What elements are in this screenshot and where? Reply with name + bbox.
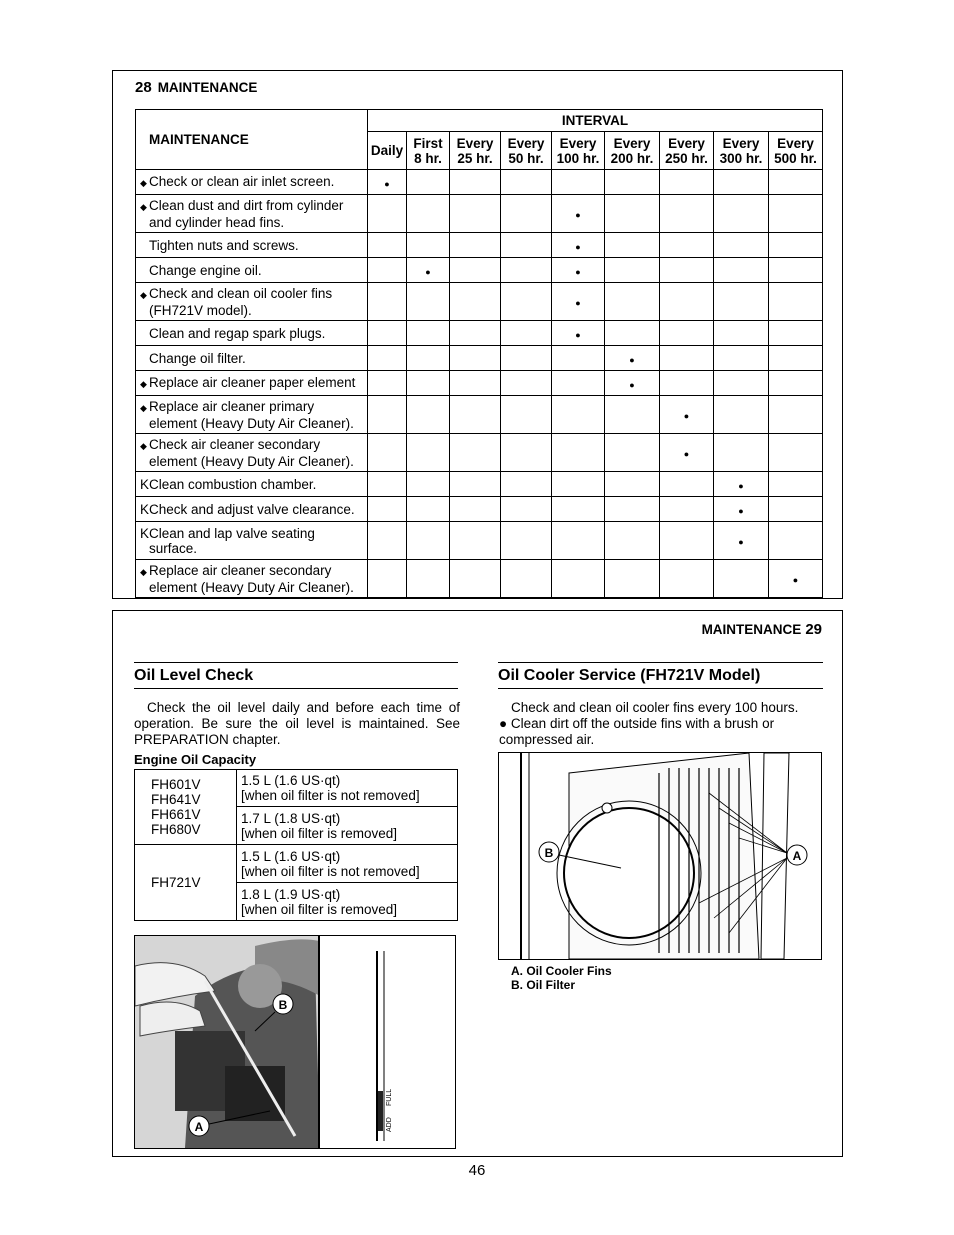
interval-dot-icon: ●	[575, 329, 581, 340]
table-row	[136, 522, 823, 560]
interval-cell	[714, 472, 769, 497]
task-text: Clean combustion chamber.	[149, 476, 317, 492]
maintenance-task	[136, 396, 368, 434]
interval-cell	[407, 233, 450, 258]
model-group-2: FH721V	[135, 845, 237, 921]
interval-cell	[450, 560, 501, 598]
interval-column-header	[552, 132, 605, 170]
oil-cooler-bullet-item	[499, 716, 825, 748]
interval-cell	[407, 434, 450, 472]
interval-cell	[714, 371, 769, 396]
interval-cell	[407, 170, 450, 195]
interval-cell	[605, 195, 660, 233]
interval-cell	[450, 434, 501, 472]
interval-dot-icon: ●	[683, 411, 690, 421]
task-text: element (Heavy Duty Air Cleaner).	[149, 579, 354, 595]
maintenance-task	[136, 497, 368, 522]
interval-column-header	[407, 132, 450, 170]
capacity-cell	[237, 883, 458, 921]
task-text: Check air cleaner secondary	[149, 436, 321, 452]
interval-cell	[769, 258, 823, 283]
oil-level-text: Check the oil level daily and before each time of operation. Be sure the oil level is maintained. See PREPARATION chapter.	[134, 700, 460, 747]
k-mark-icon: K	[140, 476, 150, 492]
capacity-cell	[237, 770, 458, 807]
interval-cell	[660, 434, 714, 472]
interval-cell	[368, 522, 407, 560]
interval-cell	[660, 233, 714, 258]
bullet-icon: ●	[499, 716, 508, 731]
page-number-29: 29	[805, 621, 822, 638]
interval-cell	[407, 396, 450, 434]
interval-cell	[407, 371, 450, 396]
capacity-amount: 1.5 L (1.6 US·qt)	[241, 848, 341, 864]
interval-cell	[450, 321, 501, 346]
interval-cell	[407, 195, 450, 233]
interval-cell	[714, 560, 769, 598]
interval-cell	[552, 346, 605, 371]
capacity-cell	[237, 845, 458, 883]
interval-cell	[368, 321, 407, 346]
interval-dot-icon: ●	[575, 298, 581, 308]
interval-cell	[552, 321, 605, 346]
interval-cell	[501, 560, 552, 598]
maintenance-page-28	[112, 70, 843, 599]
interval-cell	[552, 233, 605, 258]
interval-cell	[501, 321, 552, 346]
maintenance-task	[136, 283, 368, 321]
table-row	[136, 170, 823, 195]
task-text: Replace air cleaner secondary	[149, 562, 332, 578]
oil-cooler-illustration	[499, 753, 821, 959]
interval-dot-icon: ●	[738, 480, 744, 491]
diamond-mark-icon: ◆	[140, 378, 147, 389]
interval-cell	[605, 472, 660, 497]
maintenance-task	[136, 560, 368, 598]
table-row	[136, 195, 823, 233]
interval-cell	[769, 472, 823, 497]
interval-cell	[501, 283, 552, 321]
interval-dot-icon: ●	[575, 266, 581, 277]
task-text: Clean dust and dirt from cylinder	[149, 197, 344, 213]
interval-cell	[769, 396, 823, 434]
maintenance-page-29	[112, 610, 843, 1157]
maintenance-task	[136, 346, 368, 371]
page-title-28: MAINTENANCE	[157, 80, 258, 95]
callout-a: A	[194, 1120, 204, 1134]
interval-cell	[714, 170, 769, 195]
interval-cell	[501, 434, 552, 472]
interval-cell	[660, 170, 714, 195]
interval-cell	[450, 233, 501, 258]
interval-cell	[660, 472, 714, 497]
table-row	[136, 396, 823, 434]
interval-cell	[660, 522, 714, 560]
table-row	[136, 497, 823, 522]
task-column-header: MAINTENANCE	[136, 110, 368, 170]
capacity-note: [when oil filter is removed]	[241, 825, 398, 841]
interval-label: 25 hr.	[457, 150, 493, 166]
interval-label: Every	[777, 135, 814, 151]
model-name: FH661V	[151, 807, 201, 822]
maintenance-task	[136, 195, 368, 233]
gauge-full-label: FULL	[386, 1088, 393, 1106]
interval-cell	[769, 346, 823, 371]
interval-cell	[450, 472, 501, 497]
interval-cell	[407, 560, 450, 598]
interval-cell	[501, 346, 552, 371]
interval-cell	[552, 371, 605, 396]
task-text: Check or clean air inlet screen.	[149, 173, 335, 189]
task-text: Check and clean oil cooler fins	[149, 285, 333, 301]
interval-cell	[660, 396, 714, 434]
task-text: Replace air cleaner primary	[149, 398, 315, 414]
interval-cell	[714, 195, 769, 233]
interval-cell	[660, 497, 714, 522]
diamond-mark-icon: ◆	[140, 289, 147, 300]
interval-label: Every	[722, 135, 760, 151]
model-name: FH641V	[151, 792, 201, 807]
callout-b: B	[544, 846, 554, 860]
interval-column-header	[450, 132, 501, 170]
task-text: and cylinder head fins.	[149, 214, 285, 230]
interval-cell	[552, 283, 605, 321]
task-text: Replace air cleaner paper element	[149, 374, 356, 390]
interval-cell	[605, 233, 660, 258]
gauge-add-label: ADD	[386, 1117, 393, 1132]
interval-cell	[605, 346, 660, 371]
interval-cell	[552, 522, 605, 560]
interval-cell	[368, 371, 407, 396]
table-row	[136, 472, 823, 497]
interval-cell	[769, 434, 823, 472]
interval-column-header	[501, 132, 552, 170]
interval-cell	[552, 258, 605, 283]
maintenance-task	[136, 371, 368, 396]
page-number: 46	[468, 1162, 486, 1179]
interval-cell	[769, 371, 823, 396]
interval-cell	[660, 258, 714, 283]
interval-column-header	[605, 132, 660, 170]
interval-cell	[769, 195, 823, 233]
interval-cell	[769, 321, 823, 346]
interval-cell	[368, 283, 407, 321]
interval-label: 50 hr.	[508, 150, 544, 166]
interval-cell	[501, 472, 552, 497]
maintenance-task	[136, 233, 368, 258]
interval-cell	[450, 497, 501, 522]
oil-cooler-bullet-text: Clean dirt off the outside fins with a brush or compressed air.	[499, 716, 775, 747]
maintenance-task	[136, 258, 368, 283]
diamond-mark-icon: ◆	[140, 201, 147, 212]
interval-cell	[407, 472, 450, 497]
interval-cell	[769, 522, 823, 560]
interval-dot-icon: ●	[575, 241, 581, 252]
table-row	[136, 346, 823, 371]
table-row	[136, 371, 823, 396]
interval-column-header	[660, 132, 714, 170]
interval-header: INTERVAL	[368, 110, 823, 132]
interval-cell	[407, 258, 450, 283]
interval-label: 500 hr.	[774, 150, 817, 166]
interval-cell	[501, 170, 552, 195]
interval-label: Every	[507, 135, 545, 151]
dipstick-illustration	[135, 936, 455, 1148]
interval-label: 8 hr.	[414, 150, 442, 166]
interval-cell	[660, 560, 714, 598]
interval-cell	[552, 497, 605, 522]
callout-b: B	[278, 998, 288, 1012]
interval-cell	[501, 258, 552, 283]
interval-cell	[450, 371, 501, 396]
capacity-amount: 1.8 L (1.9 US·qt)	[241, 886, 341, 902]
interval-cell	[605, 396, 660, 434]
page-number-28: 28	[135, 79, 152, 96]
interval-cell	[407, 497, 450, 522]
interval-cell	[605, 371, 660, 396]
caption-a: A. Oil Cooler Fins	[511, 964, 612, 978]
task-text: Tighten nuts and screws.	[149, 237, 299, 253]
capacity-cell	[237, 807, 458, 845]
maintenance-task	[136, 434, 368, 472]
interval-cell	[368, 233, 407, 258]
task-text: element (Heavy Duty Air Cleaner).	[149, 415, 354, 431]
interval-cell	[368, 170, 407, 195]
task-text: element (Heavy Duty Air Cleaner).	[149, 453, 354, 469]
task-text: Change engine oil.	[149, 262, 262, 278]
interval-cell	[368, 434, 407, 472]
page-header-29	[702, 621, 822, 638]
interval-cell	[769, 560, 823, 598]
capacity-note: [when oil filter is removed]	[241, 901, 398, 917]
capacity-amount: 1.7 L (1.8 US·qt)	[241, 810, 341, 826]
interval-dot-icon: ●	[575, 210, 581, 220]
interval-cell	[450, 170, 501, 195]
oil-cooler-text: Check and clean oil cooler fins every 100 hours.	[511, 700, 799, 715]
table-row	[136, 283, 823, 321]
interval-cell	[605, 283, 660, 321]
table-row	[136, 321, 823, 346]
interval-cell	[407, 321, 450, 346]
interval-cell	[450, 522, 501, 560]
interval-cell	[714, 522, 769, 560]
interval-cell	[552, 434, 605, 472]
interval-cell	[714, 434, 769, 472]
oil-level-check-title: Oil Level Check	[134, 662, 458, 689]
k-mark-icon: K	[140, 525, 150, 541]
interval-cell	[368, 346, 407, 371]
maintenance-task	[136, 321, 368, 346]
table-row	[136, 434, 823, 472]
interval-cell	[501, 497, 552, 522]
capacity-note: [when oil filter is not removed]	[241, 788, 420, 803]
oil-cooler-figure	[498, 752, 822, 960]
interval-cell	[552, 195, 605, 233]
interval-cell	[769, 233, 823, 258]
interval-cell	[552, 560, 605, 598]
interval-label: 300 hr.	[719, 150, 763, 166]
interval-cell	[605, 522, 660, 560]
interval-cell	[714, 346, 769, 371]
diamond-mark-icon: ◆	[140, 440, 147, 451]
interval-column-header	[769, 132, 823, 170]
figure-caption	[511, 964, 612, 992]
interval-cell	[552, 170, 605, 195]
interval-label: 100 hr.	[556, 150, 600, 166]
interval-cell	[501, 522, 552, 560]
interval-dot-icon: ●	[384, 178, 390, 189]
interval-dot-icon: ●	[683, 449, 690, 459]
task-text: (FH721V model).	[149, 302, 252, 318]
task-text: Clean and regap spark plugs.	[149, 325, 326, 341]
interval-cell	[450, 258, 501, 283]
interval-cell	[407, 283, 450, 321]
interval-cell	[660, 195, 714, 233]
interval-cell	[660, 371, 714, 396]
capacity-note: [when oil filter is not removed]	[241, 863, 420, 879]
interval-cell	[660, 321, 714, 346]
interval-column-header	[714, 132, 769, 170]
dipstick-figure	[134, 935, 456, 1149]
oil-cooler-service-title: Oil Cooler Service (FH721V Model)	[498, 662, 823, 689]
interval-cell	[660, 283, 714, 321]
interval-cell	[501, 371, 552, 396]
interval-dot-icon: ●	[629, 354, 635, 365]
interval-cell	[605, 170, 660, 195]
interval-dot-icon: ●	[629, 379, 635, 390]
interval-cell	[605, 321, 660, 346]
table-row	[136, 233, 823, 258]
interval-cell	[552, 396, 605, 434]
interval-cell	[450, 283, 501, 321]
interval-cell	[368, 396, 407, 434]
engine-oil-capacity-table	[134, 769, 458, 921]
task-text: Change oil filter.	[149, 350, 246, 366]
maintenance-task	[136, 522, 368, 560]
callout-a: A	[792, 849, 802, 863]
interval-cell	[450, 396, 501, 434]
interval-cell	[714, 233, 769, 258]
interval-cell	[605, 560, 660, 598]
interval-cell	[552, 472, 605, 497]
interval-cell	[714, 283, 769, 321]
task-text: Check and adjust valve clearance.	[149, 501, 355, 517]
diamond-mark-icon: ◆	[140, 177, 147, 188]
diamond-mark-icon: ◆	[140, 566, 147, 577]
maintenance-task	[136, 472, 368, 497]
maintenance-schedule-table	[135, 109, 823, 598]
interval-cell	[368, 560, 407, 598]
interval-cell	[407, 346, 450, 371]
maintenance-task	[136, 170, 368, 195]
interval-cell	[714, 321, 769, 346]
interval-cell	[714, 396, 769, 434]
model-group-1	[135, 770, 237, 845]
table-row	[136, 258, 823, 283]
interval-cell	[769, 283, 823, 321]
caption-b: B. Oil Filter	[511, 978, 576, 992]
capacity-amount: 1.5 L (1.6 US·qt)	[241, 773, 341, 788]
interval-cell	[368, 497, 407, 522]
interval-label: Daily	[370, 143, 404, 158]
task-text: Clean and lap valve seating	[149, 525, 315, 541]
interval-cell	[450, 195, 501, 233]
interval-label: 200 hr.	[610, 150, 654, 166]
k-mark-icon: K	[140, 501, 150, 517]
table-row	[136, 560, 823, 598]
interval-cell	[769, 497, 823, 522]
interval-cell	[501, 396, 552, 434]
interval-cell	[368, 472, 407, 497]
interval-cell	[605, 497, 660, 522]
engine-oil-capacity-title: Engine Oil Capacity	[134, 752, 257, 767]
interval-cell	[605, 258, 660, 283]
interval-cell	[450, 346, 501, 371]
task-text: surface.	[149, 540, 198, 556]
interval-cell	[501, 233, 552, 258]
interval-dot-icon: ●	[738, 537, 744, 547]
interval-cell	[660, 346, 714, 371]
interval-cell	[605, 434, 660, 472]
interval-cell	[501, 195, 552, 233]
interval-cell	[714, 497, 769, 522]
interval-label: Every	[559, 135, 597, 151]
interval-label: 250 hr.	[665, 150, 708, 166]
interval-cell	[714, 258, 769, 283]
interval-cell	[407, 522, 450, 560]
interval-dot-icon: ●	[792, 575, 799, 585]
page-header-28	[135, 79, 257, 96]
interval-label: First	[413, 135, 443, 151]
model-name: FH680V	[151, 822, 201, 837]
interval-cell	[769, 170, 823, 195]
interval-label: Every	[668, 135, 705, 151]
interval-cell	[368, 258, 407, 283]
diamond-mark-icon: ◆	[140, 402, 147, 413]
interval-column-header	[368, 132, 407, 170]
interval-cell	[368, 195, 407, 233]
interval-label: Every	[613, 135, 651, 151]
interval-dot-icon: ●	[738, 505, 744, 516]
page-title-29: MAINTENANCE	[701, 622, 802, 637]
interval-dot-icon: ●	[425, 266, 431, 277]
model-name: FH601V	[151, 777, 201, 792]
interval-label: Every	[456, 135, 494, 151]
